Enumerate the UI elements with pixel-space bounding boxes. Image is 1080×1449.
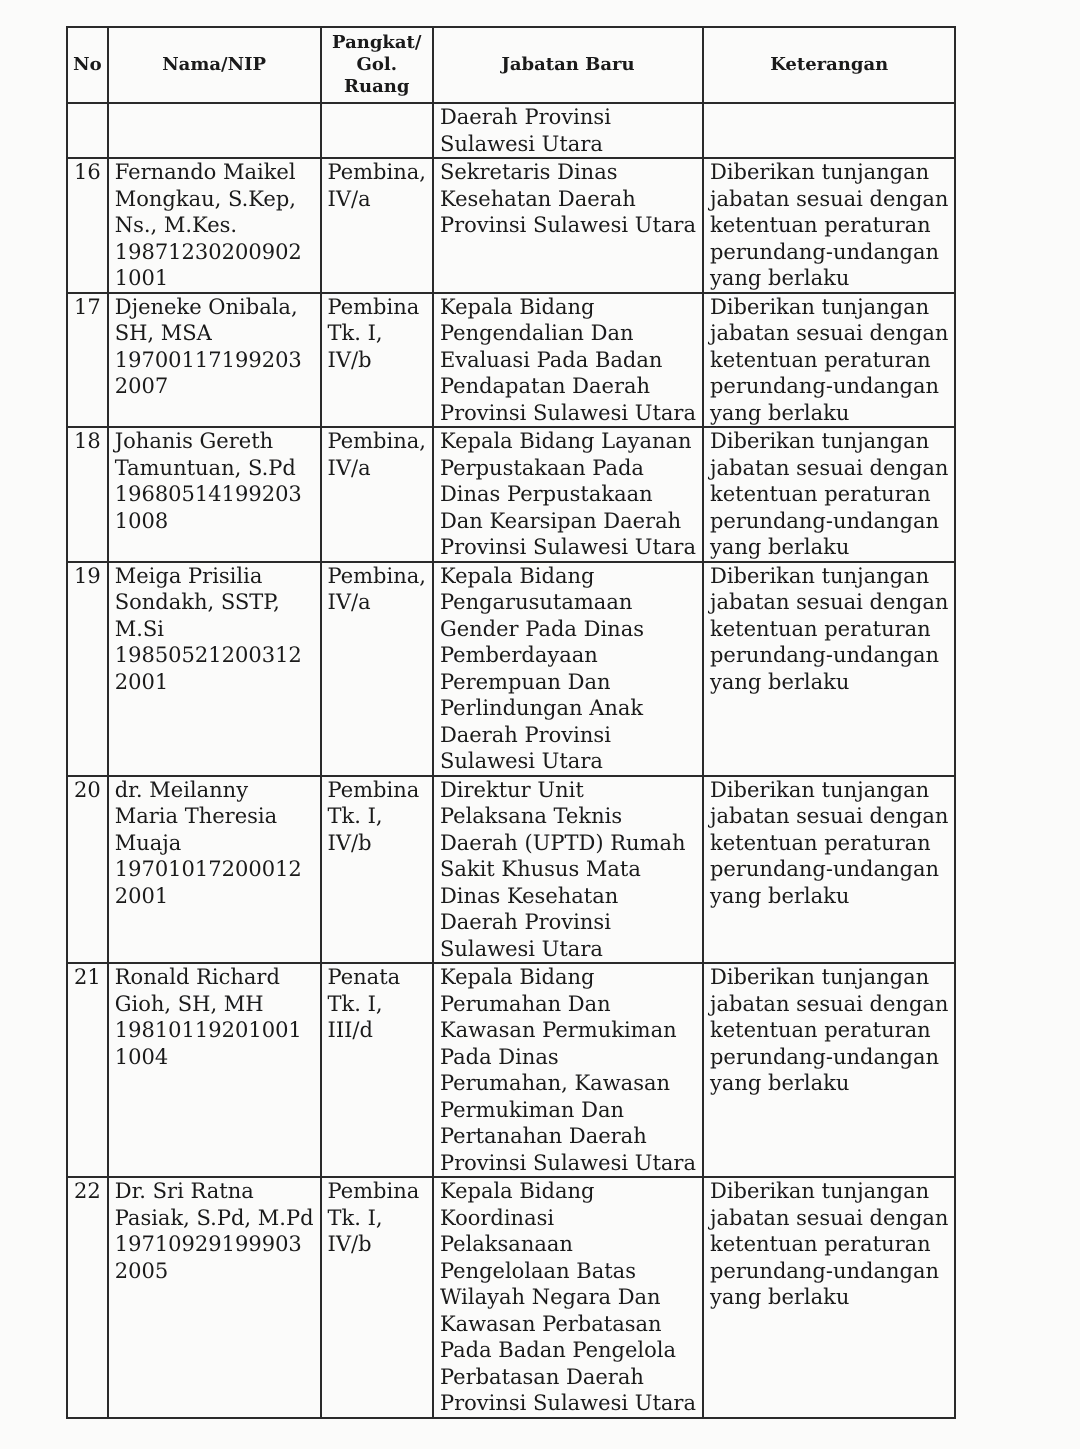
cell-no: 18 xyxy=(67,427,108,562)
note-line: jabatan sesuai dengan xyxy=(709,991,949,1016)
cell-note xyxy=(703,158,955,293)
cell-position xyxy=(433,103,703,158)
position-line: Kawasan Perbatasan xyxy=(439,1311,662,1336)
note-line: perundang-undangan xyxy=(709,1044,939,1069)
header-no: No xyxy=(67,27,108,103)
note-line: jabatan sesuai dengan xyxy=(709,455,949,480)
note-line: jabatan sesuai dengan xyxy=(709,590,949,614)
name-line: Meiga Prisilia xyxy=(114,563,263,588)
note-line: yang berlaku xyxy=(709,1285,850,1309)
cell-rank xyxy=(321,1177,433,1418)
position-line: Perumahan, Kawasan xyxy=(439,1071,671,1095)
cell-no: 20 xyxy=(67,776,108,964)
note-line: yang berlaku xyxy=(709,883,850,908)
rank-line: Pembina xyxy=(327,777,420,802)
rank-line: Tk. I, xyxy=(327,1205,383,1230)
note-line: ketentuan peraturan xyxy=(709,213,931,237)
rank-line: Penata xyxy=(327,965,401,989)
position-line: Daerah (UPTD) Rumah xyxy=(439,830,686,855)
header-rank-line: Ruang xyxy=(344,76,410,97)
rank-line: Tk. I, xyxy=(327,321,383,345)
position-line: Kepala Bidang xyxy=(439,294,595,319)
cell-note xyxy=(703,427,955,562)
name-line: 19701017200012 xyxy=(114,857,302,881)
note-line: Diberikan tunjangan xyxy=(709,563,930,588)
name-line: 19680514199203 xyxy=(114,482,302,506)
position-line: Pada Badan Pengelola xyxy=(439,1338,677,1362)
cell-position xyxy=(433,158,703,293)
name-line: Maria Theresia xyxy=(114,804,278,828)
note-line: perundang-undangan xyxy=(709,374,939,398)
cell-rank xyxy=(321,427,433,562)
name-line: dr. Meilanny xyxy=(114,777,249,802)
cell-rank xyxy=(321,776,433,964)
note-line: ketentuan peraturan xyxy=(709,830,931,855)
position-line: Perempuan Dan xyxy=(439,669,611,694)
position-line: Provinsi Sulawesi Utara xyxy=(439,1391,696,1415)
header-rank-line: Pangkat/ xyxy=(332,32,422,53)
cell-rank xyxy=(321,963,433,1177)
name-line: 1008 xyxy=(114,508,169,533)
header-name: Nama/NIP xyxy=(108,27,321,103)
name-line: 1001 xyxy=(114,266,169,290)
position-line: Kepala Bidang xyxy=(439,563,595,588)
cell-note xyxy=(703,562,955,776)
name-line: Dr. Sri Ratna xyxy=(114,1179,254,1203)
table-header-row xyxy=(67,27,955,103)
name-line: Johanis Gereth xyxy=(114,429,274,453)
name-line: 19710929199903 xyxy=(114,1232,302,1256)
rank-line: Pembina, xyxy=(327,429,426,453)
position-line: Pengendalian Dan xyxy=(439,321,634,345)
cell-position xyxy=(433,293,703,428)
rank-line: IV/a xyxy=(327,186,371,211)
table-row xyxy=(67,1177,955,1418)
note-line: ketentuan peraturan xyxy=(709,616,931,641)
name-line: Pasiak, S.Pd, M.Pd xyxy=(114,1205,314,1230)
cell-name xyxy=(108,776,321,964)
name-line: Ronald Richard xyxy=(114,965,280,989)
note-line: jabatan sesuai dengan xyxy=(709,804,949,828)
note-line: jabatan sesuai dengan xyxy=(709,186,949,211)
name-line: 2007 xyxy=(114,374,169,398)
note-line: Diberikan tunjangan xyxy=(709,160,930,184)
position-line: Sulawesi Utara xyxy=(439,749,603,773)
appointment-table xyxy=(66,26,956,1419)
position-line: Perumahan Dan xyxy=(439,991,611,1016)
rank-line: IV/b xyxy=(327,347,372,372)
position-line: Gender Pada Dinas xyxy=(439,616,644,641)
table-row xyxy=(67,963,955,1177)
note-line: jabatan sesuai dengan xyxy=(709,1205,949,1230)
rank-line: IV/a xyxy=(327,455,371,480)
name-line: 2001 xyxy=(114,883,169,908)
rank-line: Pembina, xyxy=(327,563,426,588)
cell-note xyxy=(703,293,955,428)
position-line: Koordinasi xyxy=(439,1205,555,1230)
table-row xyxy=(67,776,955,964)
header-note: Keterangan xyxy=(703,27,955,103)
name-line: Djeneke Onibala, xyxy=(114,294,298,319)
position-line: Provinsi Sulawesi Utara xyxy=(439,1150,696,1175)
note-line: ketentuan peraturan xyxy=(709,1018,931,1042)
position-line: Kesehatan Daerah xyxy=(439,186,636,211)
note-line: perundang-undangan xyxy=(709,643,939,667)
cell-name xyxy=(108,562,321,776)
table-row xyxy=(67,562,955,776)
note-line: yang berlaku xyxy=(709,535,850,559)
cell-position xyxy=(433,562,703,776)
note-line: yang berlaku xyxy=(709,400,850,425)
position-line: Pelaksana Teknis xyxy=(439,804,623,828)
position-line: Permukiman Dan xyxy=(439,1097,625,1122)
table-row xyxy=(67,427,955,562)
cell-name xyxy=(108,103,321,158)
position-line: Kepala Bidang xyxy=(439,965,595,989)
note-line: Diberikan tunjangan xyxy=(709,965,930,989)
position-line: Sulawesi Utara xyxy=(439,936,603,961)
position-line: Pemberdayaan xyxy=(439,643,598,667)
cell-name xyxy=(108,427,321,562)
table-row xyxy=(67,158,955,293)
cell-name xyxy=(108,963,321,1177)
cell-no: 16 xyxy=(67,158,108,293)
note-line: Diberikan tunjangan xyxy=(709,294,930,319)
note-line: Diberikan tunjangan xyxy=(709,429,930,453)
name-line: Mongkau, S.Kep, xyxy=(114,186,296,211)
note-line: yang berlaku xyxy=(709,1071,850,1095)
cell-note xyxy=(703,963,955,1177)
position-line: Perbatasan Daerah xyxy=(439,1364,644,1389)
header-position: Jabatan Baru xyxy=(433,27,703,103)
cell-note xyxy=(703,103,955,158)
name-line: Gioh, SH, MH xyxy=(114,991,264,1016)
position-line: Sakit Khusus Mata xyxy=(439,857,641,881)
table-row xyxy=(67,293,955,428)
position-line: Wilayah Negara Dan xyxy=(439,1285,661,1309)
cell-name xyxy=(108,293,321,428)
name-line: Sondakh, SSTP, xyxy=(114,590,280,614)
cell-rank xyxy=(321,103,433,158)
position-line: Pengarusutamaan xyxy=(439,590,633,614)
position-line: Sekretaris Dinas xyxy=(439,160,618,184)
name-line: Muaja xyxy=(114,830,182,855)
cell-no: 21 xyxy=(67,963,108,1177)
position-line: Direktur Unit xyxy=(439,777,584,802)
name-line: Tamuntuan, S.Pd xyxy=(114,455,296,480)
name-line: SH, MSA xyxy=(114,321,212,345)
cell-note xyxy=(703,1177,955,1418)
cell-name xyxy=(108,1177,321,1418)
position-line: Kepala Bidang xyxy=(439,1179,595,1203)
position-line: Dinas Perpustakaan xyxy=(439,482,653,506)
position-line: Perpustakaan Pada xyxy=(439,455,644,480)
position-line: Daerah Provinsi xyxy=(439,722,611,747)
note-line: yang berlaku xyxy=(709,266,850,290)
position-line: Pada Dinas xyxy=(439,1044,559,1069)
cell-rank xyxy=(321,293,433,428)
position-line: Pelaksanaan xyxy=(439,1232,573,1256)
note-line: Diberikan tunjangan xyxy=(709,1179,930,1203)
cell-position xyxy=(433,427,703,562)
name-line: 1004 xyxy=(114,1044,169,1069)
position-line: Daerah Provinsi xyxy=(439,105,611,129)
cell-no: 22 xyxy=(67,1177,108,1418)
position-line: Dinas Kesehatan xyxy=(439,883,619,908)
position-line: Evaluasi Pada Badan xyxy=(439,347,663,372)
cell-name xyxy=(108,158,321,293)
name-line: 19700117199203 xyxy=(114,347,302,372)
continuation-row xyxy=(67,103,955,158)
rank-line: III/d xyxy=(327,1018,373,1042)
name-line: Ns., M.Kes. xyxy=(114,213,238,237)
position-line: Pendapatan Daerah xyxy=(439,374,651,398)
rank-line: IV/b xyxy=(327,830,372,855)
position-line: Perlindungan Anak xyxy=(439,696,644,720)
name-line: M.Si xyxy=(114,616,165,641)
note-line: yang berlaku xyxy=(709,669,850,694)
note-line: ketentuan peraturan xyxy=(709,347,931,372)
header-rank xyxy=(321,27,433,103)
cell-rank xyxy=(321,158,433,293)
note-line: ketentuan peraturan xyxy=(709,1232,931,1256)
position-line: Pengelolaan Batas xyxy=(439,1258,636,1283)
position-line: Provinsi Sulawesi Utara xyxy=(439,213,696,237)
name-line: 2001 xyxy=(114,669,169,694)
rank-line: Pembina, xyxy=(327,160,426,184)
position-line: Pertanahan Daerah xyxy=(439,1124,647,1148)
position-line: Provinsi Sulawesi Utara xyxy=(439,535,696,559)
rank-line: Tk. I, xyxy=(327,804,383,828)
header-rank-line: Gol. xyxy=(356,54,397,75)
rank-line: IV/a xyxy=(327,590,371,614)
position-line: Sulawesi Utara xyxy=(439,131,603,156)
note-line: perundang-undangan xyxy=(709,239,939,264)
cell-position xyxy=(433,776,703,964)
name-line: Fernando Maikel xyxy=(114,160,296,184)
rank-line: Pembina xyxy=(327,1179,420,1203)
note-line: jabatan sesuai dengan xyxy=(709,321,949,345)
name-line: 19810119201001 xyxy=(114,1018,302,1042)
note-line: perundang-undangan xyxy=(709,508,939,533)
note-line: ketentuan peraturan xyxy=(709,482,931,506)
rank-line: Pembina xyxy=(327,294,420,319)
name-line: 19871230200902 xyxy=(114,239,302,264)
cell-no: 19 xyxy=(67,562,108,776)
rank-line: IV/b xyxy=(327,1232,372,1256)
position-line: Dan Kearsipan Daerah xyxy=(439,508,682,533)
name-line: 19850521200312 xyxy=(114,643,302,667)
position-line: Provinsi Sulawesi Utara xyxy=(439,400,696,425)
note-line: perundang-undangan xyxy=(709,1258,939,1283)
note-line: perundang-undangan xyxy=(709,857,939,881)
cell-no: 17 xyxy=(67,293,108,428)
position-line: Daerah Provinsi xyxy=(439,910,611,934)
rank-line: Tk. I, xyxy=(327,991,383,1016)
cell-position xyxy=(433,963,703,1177)
name-line: 2005 xyxy=(114,1258,169,1283)
position-line: Kawasan Permukiman xyxy=(439,1018,677,1042)
cell-position xyxy=(433,1177,703,1418)
cell-no xyxy=(67,103,108,158)
position-line: Kepala Bidang Layanan xyxy=(439,429,692,453)
cell-note xyxy=(703,776,955,964)
note-line: Diberikan tunjangan xyxy=(709,777,930,802)
cell-rank xyxy=(321,562,433,776)
